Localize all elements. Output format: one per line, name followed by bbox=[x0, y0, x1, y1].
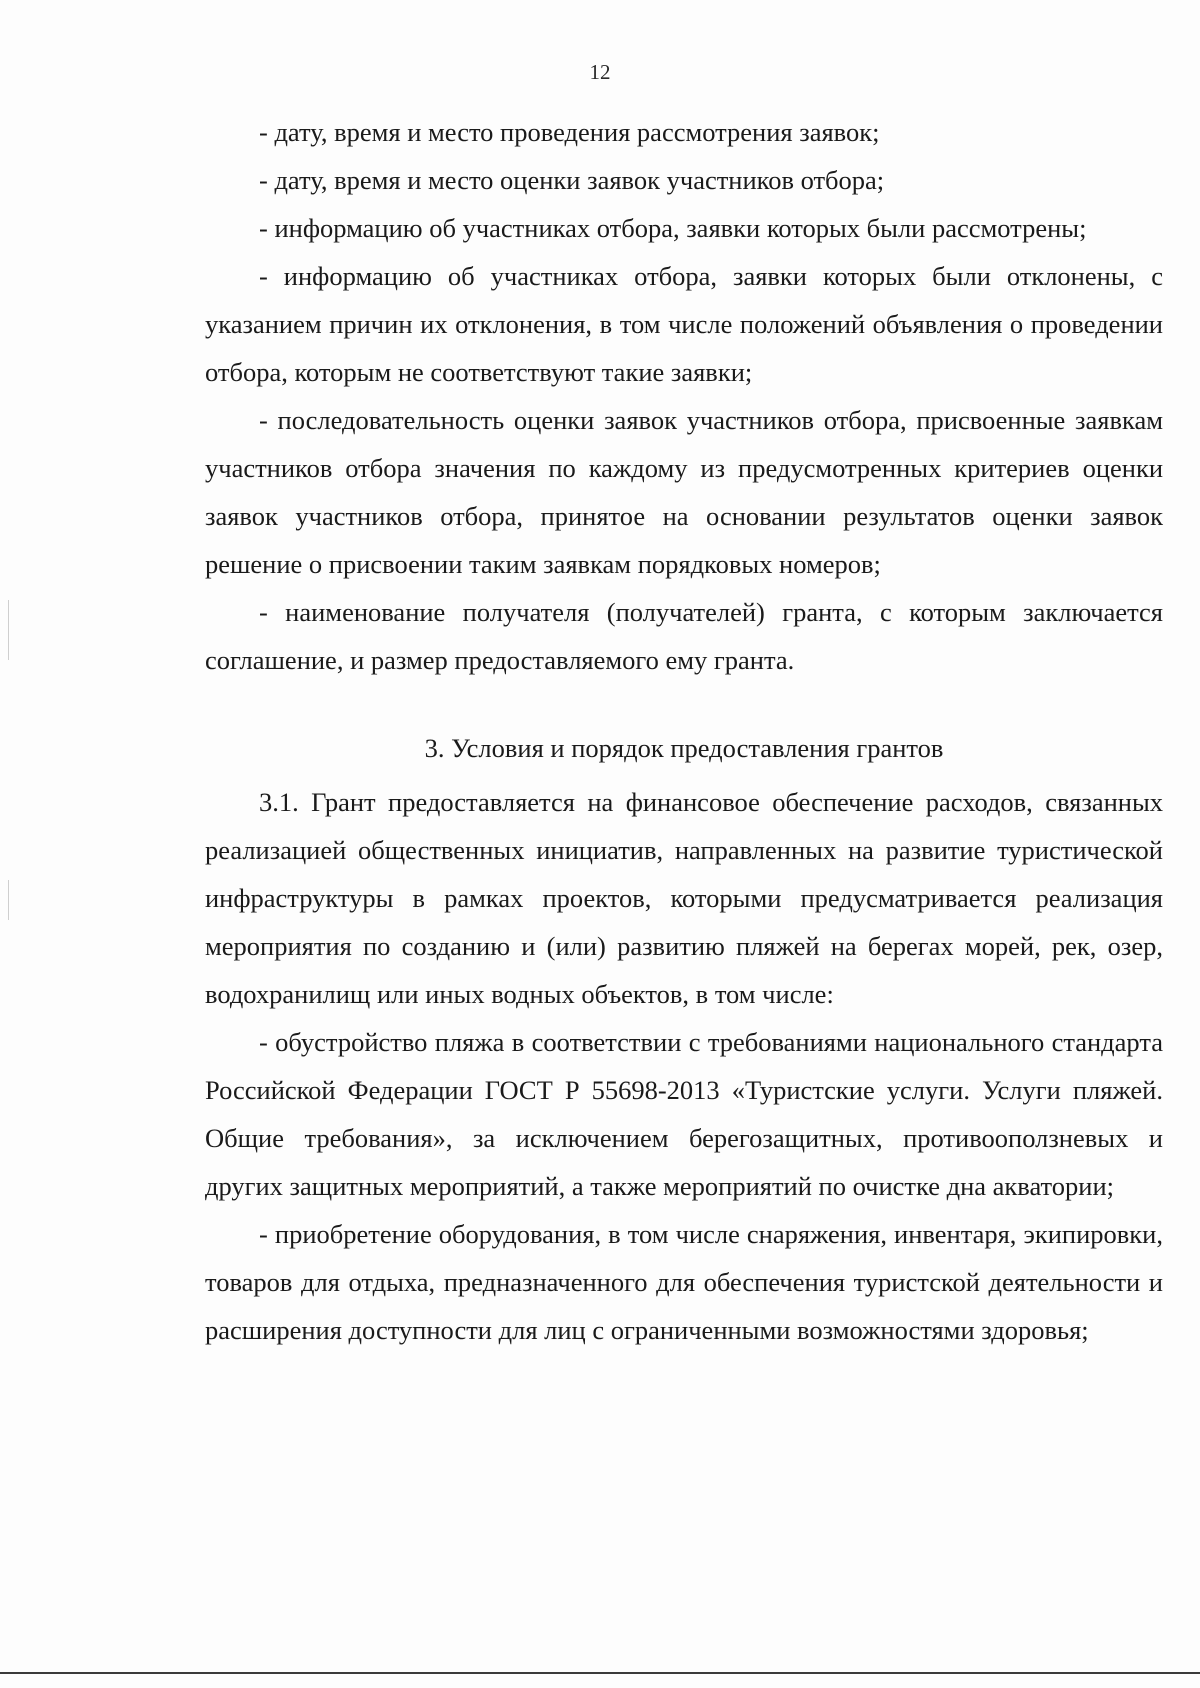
list-item: - дату, время и место проведения рассмотрения заявок; bbox=[259, 117, 880, 147]
list-item: - информацию об участниках отбора, заявки которых были отклонены, с указанием причин их отклонения, в том числе положений объявления о проведении отбора, которым не соответствуют такие заявки; bbox=[205, 261, 1163, 387]
scan-bottom-edge bbox=[0, 1672, 1200, 1674]
list-item: - последовательность оценки заявок участников отбора, присвоенные заявкам участников отбора значения по каждому из предусмотренных критериев оценки заявок участников отбора, принятое на основании результатов оценки заявок решение о присвоении таким заявкам порядковых номеров; bbox=[205, 405, 1163, 579]
scan-margin-mark bbox=[8, 600, 9, 660]
document-body bbox=[205, 108, 1163, 1354]
clause-paragraph: 3.1. Грант предоставляется на финансовое обеспечение расходов, связанных реализацией общественных инициатив, направленных на развитие туристической инфраструктуры в рамках проектов, которыми предусматривается реализация мероприятия по созданию и (или) развитию пляжей на берегах морей, рек, озер, водохранилищ или иных водных объектов, в том числе: bbox=[205, 787, 1163, 1009]
list-item: - наименование получателя (получателей) гранта, с которым заключается соглашение, и размер предоставляемого ему гранта. bbox=[205, 597, 1163, 675]
list-item: - приобретение оборудования, в том числе снаряжения, инвентаря, экипировки, товаров для отдыха, предназначенного для обеспечения туристской деятельности и расширения доступности для лиц с ограниченными возможностями здоровья; bbox=[205, 1219, 1163, 1345]
list-item: - информацию об участниках отбора, заявки которых были рассмотрены; bbox=[259, 213, 1087, 243]
list-item: - дату, время и место оценки заявок участников отбора; bbox=[259, 165, 885, 195]
page-number: 12 bbox=[589, 60, 611, 84]
scan-margin-mark bbox=[8, 880, 9, 920]
section-heading: 3. Условия и порядок предоставления грантов bbox=[424, 733, 944, 763]
list-item: - обустройство пляжа в соответствии с требованиями национального стандарта Российской Федерации ГОСТ Р 55698-2013 «Туристские услуги. Услуги пляжей. Общие требования», за исключением берегозащитных, противооползневых и других защитных мероприятий, а также мероприятий по очистке дна акватории; bbox=[205, 1027, 1163, 1201]
